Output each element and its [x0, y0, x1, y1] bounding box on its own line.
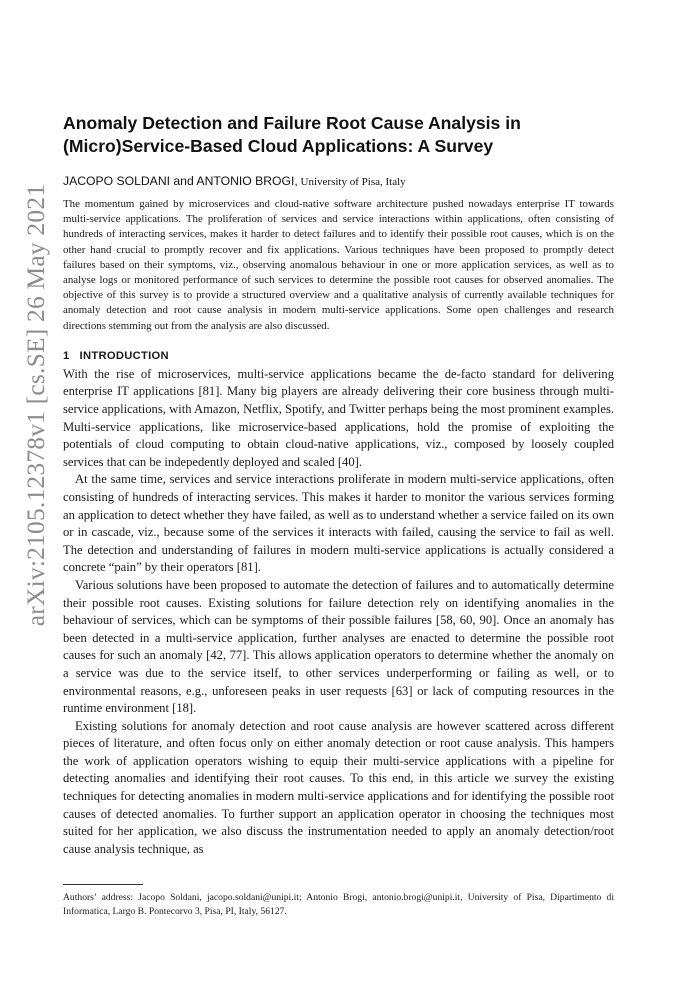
- author-affiliation: University of Pisa, Italy: [297, 176, 406, 188]
- arxiv-identifier-sidebar: [16, 150, 56, 660]
- abstract: The momentum gained by microservices and cloud-native software architecture pushed nowadays enterprise IT towards multi-service applications. The proliferation of services and service interactions within applications, often consisting of hundreds of interacting services, makes it harder to detect failures and to identify their possible root causes, which is on the other hand crucial to promptly recover and fix applications. Various techniques have been proposed to promptly detect failures based on their symptoms, viz., observing anomalous behaviour in one or more application services, as well as to analyse logs or monitored performance of such services to determine the possible root causes for observed anomalies. The objective of this survey is to provide a structured overview and a qualitative analysis of currently available techniques for anomaly detection and root cause analysis in modern multi-service applications. Some open challenges and research directions stemming out from the analysis are also discussed.: [63, 198, 614, 332]
- paragraph-3: Various solutions have been proposed to automate the detection of failures and to automatically determine their possible root causes. Existing solutions for failure detection rely on identifying anomalies in the behaviour of services, which can be symptoms of their possible failures [58, 60, 90]. Once an anomaly has been detected in a multi-service application, further analyses are enacted to determine the possible root causes for such an anomaly [42, 77]. This allows application operators to determine whether the anomaly on a service was due to the service itself, to other services underperforming or failing as well, or to environmental reasons, e.g., unforeseen peaks in user requests [63] or lack of computing resources in the runtime environment [18].: [63, 577, 614, 716]
- section-title: INTRODUCTION: [79, 349, 169, 362]
- paragraph-1: With the rise of microservices, multi-service applications became the de-facto standard for delivering enterprise IT applications [81]. Many big players are already delivering their core business through multi-service applications, with Amazon, Netflix, Spotify, and Twitter perhaps being the most prominent examples. Multi-service applications, like microservice-based applications, hold the promise of exploiting the potentials of cloud computing to obtain cloud-native applications, viz., composed by loosely coupled services that can be indepedently deployed and scaled [40].: [63, 366, 614, 469]
- footnote-rule: [63, 884, 143, 885]
- section-heading: [63, 350, 614, 362]
- authors-address-footnote: Authors’ address: Jacopo Soldani, jacopo.soldani@unipi.it; Antonio Brogi, antonio.brogi@unipi.it, University of Pisa, Dipartimento di Informatica, Largo B. Pontecorvo 3, Pisa, PI, Italy, 56127.: [63, 892, 614, 917]
- section-number: 1: [63, 349, 70, 362]
- footnote-area: [63, 884, 614, 919]
- author-line: [63, 174, 614, 188]
- author-names: JACOPO SOLDANI and ANTONIO BROGI,: [63, 174, 298, 188]
- paragraph-4: Existing solutions for anomaly detection and root cause analysis are however scattered across different pieces of literature, and often focus only on either anomaly detection or root cause analysis. This hampers the work of application operators wishing to equip their multi-service applications with a pipeline for detecting anomalies and identifying their root causes. To this end, in this article we survey the existing techniques for detecting anomalies in modern multi-service applications and for identifying the possible root causes of detected anomalies. To further support an application operator in choosing the techniques most suited for her application, we also discuss the instrumentation needed to apply an anomaly detection/root cause analysis technique, as: [63, 718, 614, 856]
- paragraph-2: At the same time, services and service interactions proliferate in modern multi-service applications, often consisting of hundreds of interacting services. This makes it harder to monitor the various services forming an application to detect whether they have failed, as well as to understand whether a service failed on its own or in cascade, viz., because some of the services it interacts with failed, causing the service to fail as well. The detection and understanding of failures in modern multi-service applications is actually considered a concrete “pain” by their operators [81].: [63, 472, 614, 575]
- paper-body: [63, 112, 614, 858]
- paper-title: Anomaly Detection and Failure Root Cause Analysis in (Micro)Service-Based Cloud Applications: A Survey: [63, 113, 521, 156]
- arxiv-identifier: arXiv:2105.12378v1 [cs.SE] 26 May 2021: [21, 183, 51, 627]
